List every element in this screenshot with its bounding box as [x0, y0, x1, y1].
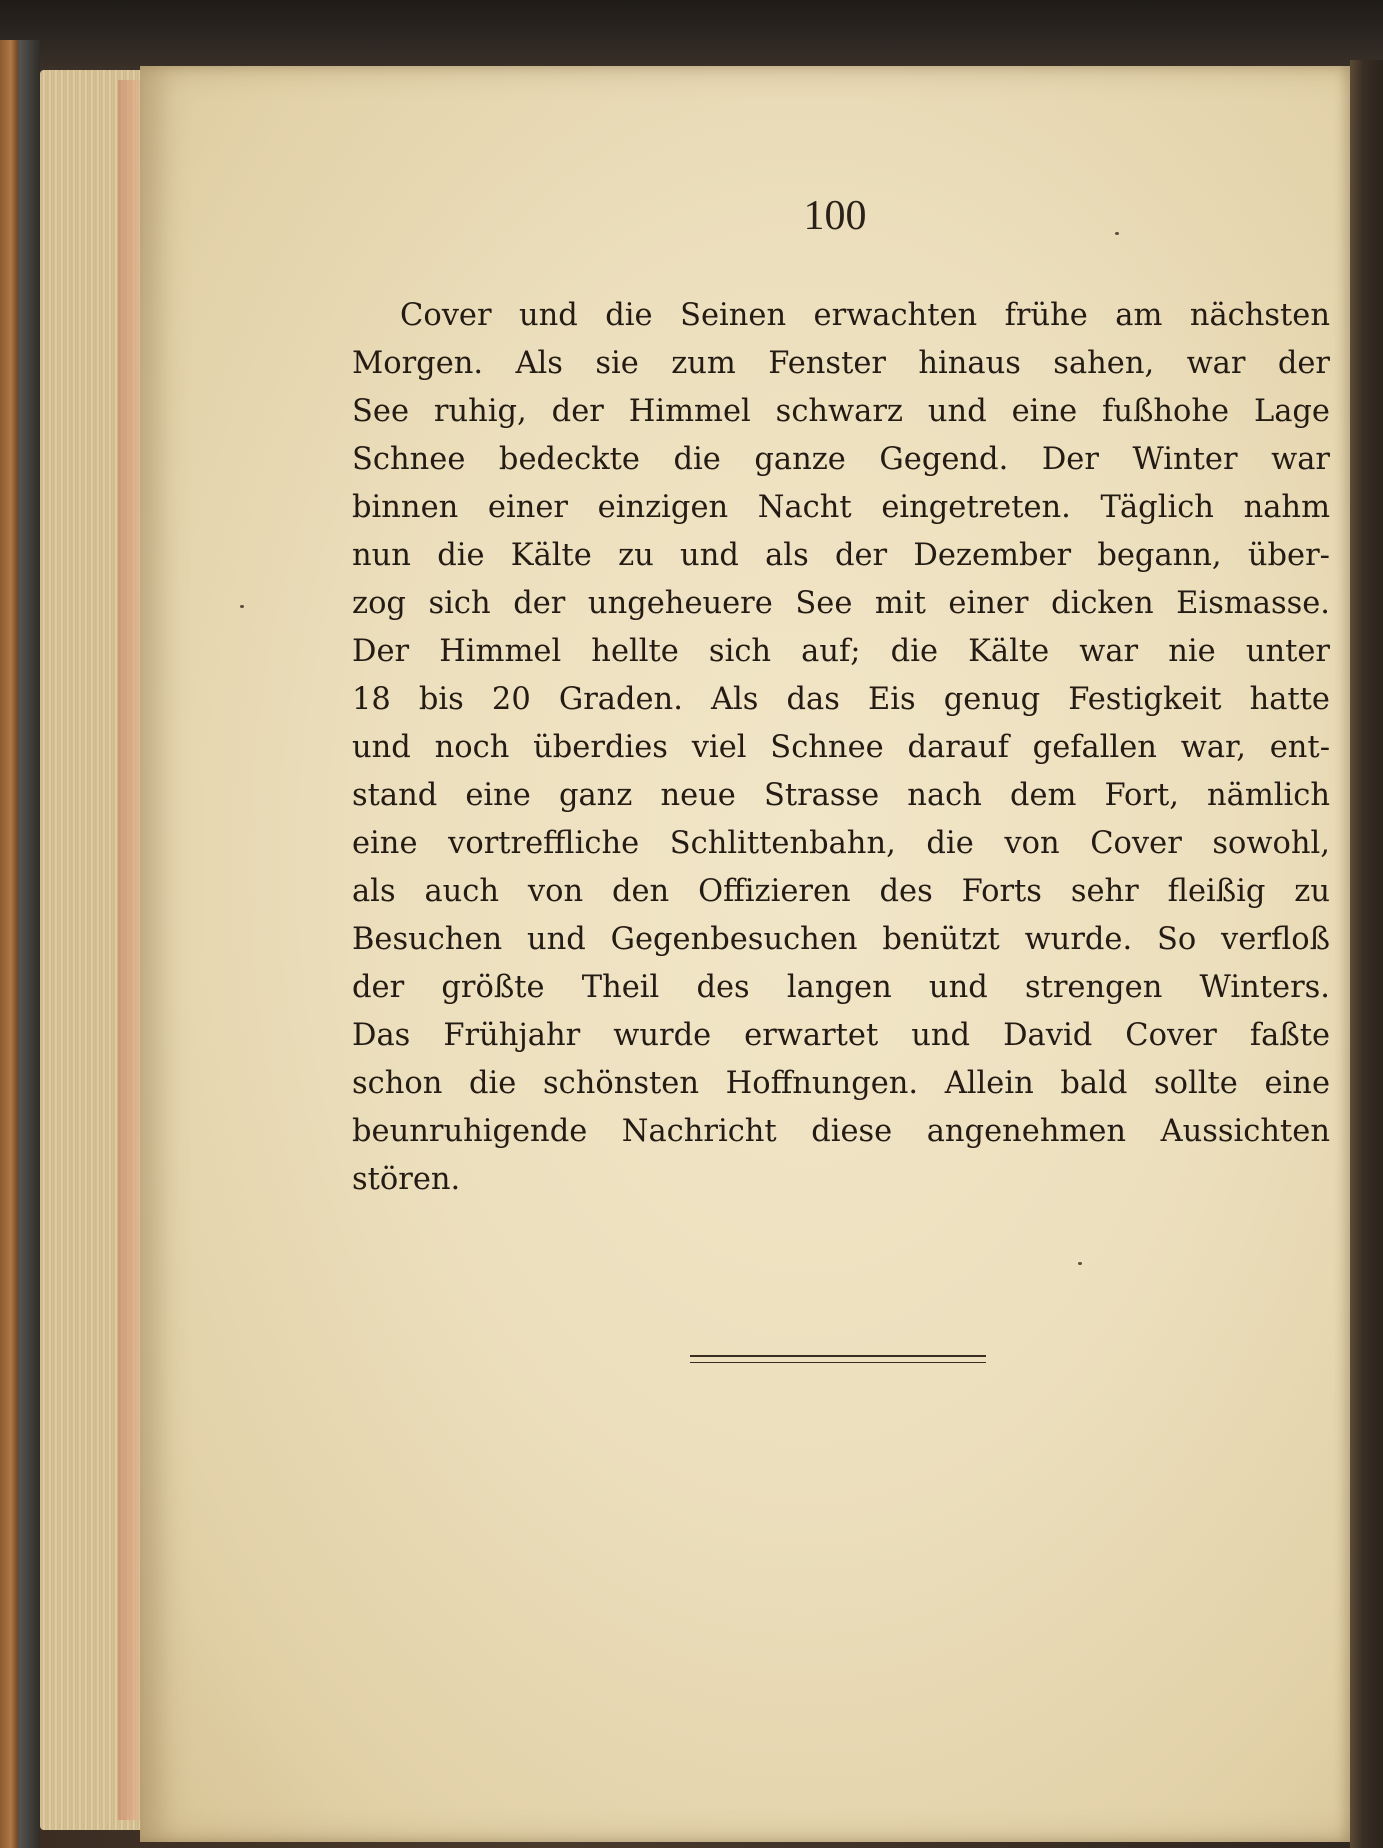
text-line: See ruhig, der Himmel schwarz und eine fußhohe Lage: [352, 394, 1330, 429]
text-line: Das Frühjahr wurde erwartet und David Cover faßte: [352, 1018, 1330, 1053]
text-line: Cover und die Seinen erwachten frühe am nächsten: [400, 298, 1330, 333]
text-line: und noch überdies viel Schnee darauf gefallen war, ent-: [352, 730, 1330, 765]
book-binding-top: [0, 0, 1383, 70]
text-line: Der Himmel hellte sich auf; die Kälte war nie unter: [352, 634, 1330, 669]
section-rule: [690, 1355, 986, 1357]
text-line: eine vortreffliche Schlittenbahn, die von Cover sowohl,: [352, 826, 1330, 861]
text-line: 18 bis 20 Graden. Als das Eis genug Festigkeit hatte: [352, 682, 1330, 717]
text-line: nun die Kälte zu und als der Dezember begann, über-: [352, 538, 1330, 573]
book-cover-leather: [0, 40, 18, 1848]
page-stack-stain: [118, 80, 140, 1820]
paper-speck: [1115, 232, 1119, 235]
text-line: zog sich der ungeheuere See mit einer dicken Eismasse.: [352, 586, 1330, 621]
section-rule-thin: [690, 1362, 986, 1363]
paper-speck: [1078, 1262, 1082, 1265]
text-line: binnen einer einzigen Nacht eingetreten. Täglich nahm: [352, 490, 1330, 525]
text-line: stören.: [352, 1162, 461, 1197]
text-line: Morgen. Als sie zum Fenster hinaus sahen, war der: [352, 346, 1330, 381]
text-line: Besuchen und Gegenbesuchen benützt wurde. So verfloß: [352, 922, 1330, 957]
text-line: Schnee bedeckte die ganze Gegend. Der Winter war: [352, 442, 1330, 477]
text-line: als auch von den Offizieren des Forts sehr fleißig zu: [352, 874, 1330, 909]
text-line: schon die schönsten Hoffnungen. Allein bald sollte eine: [352, 1066, 1330, 1101]
paper-speck: [240, 605, 244, 608]
page-number: 100: [803, 193, 867, 239]
text-line: beunruhigende Nachricht diese angenehmen Aussichten: [352, 1114, 1330, 1149]
text-line: der größte Theil des langen und strengen Winters.: [352, 970, 1330, 1005]
text-line: stand eine ganz neue Strasse nach dem Fort, nämlich: [352, 778, 1330, 813]
page-text: [352, 292, 1330, 1204]
book-gutter-right: [1350, 60, 1383, 1848]
